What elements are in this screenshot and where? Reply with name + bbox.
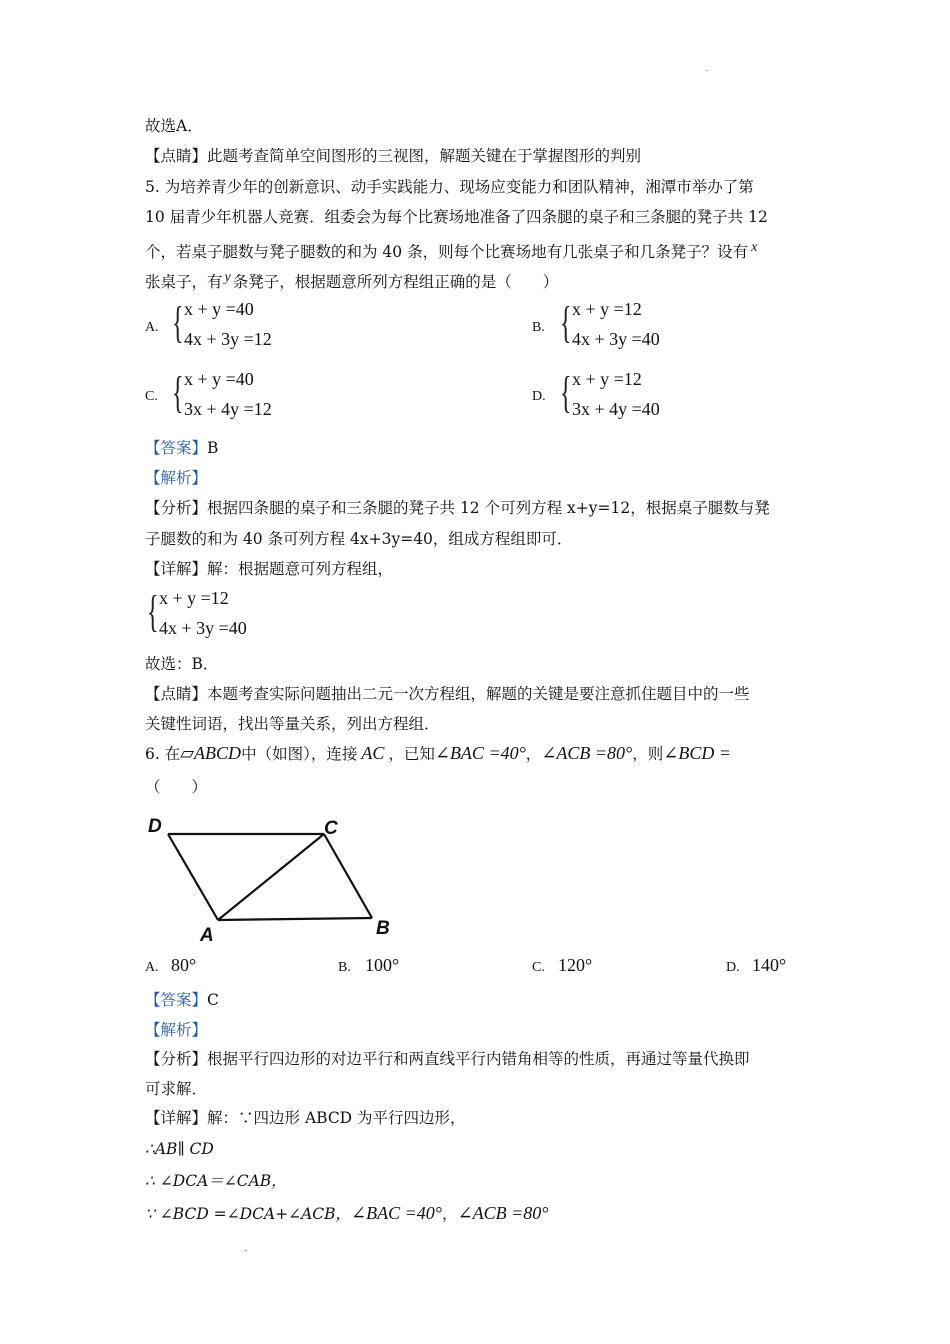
answer-line: 【答案】B xyxy=(145,439,219,457)
edge-ba xyxy=(218,918,372,920)
option-label: B. xyxy=(338,960,351,975)
equation-system: { x + y =40 4x + 3y =12 xyxy=(172,298,272,349)
diagonal-ac xyxy=(218,834,324,920)
analysis-heading: 【解析】 xyxy=(145,1021,208,1039)
solution-equation-system: { x + y =12 4x + 3y =40 xyxy=(147,587,247,638)
corner-mark xyxy=(706,70,708,71)
text-line: 【点睛】此题考查简单空间图形的三视图，解题关键在于掌握图形的判别 xyxy=(145,147,642,165)
proof-step: ∴AB∥ CD xyxy=(145,1140,214,1158)
option-label: A. xyxy=(145,960,159,975)
proof-step: ∵ ∠BCD =∠DCA+∠ACB，∠BAC =40°，∠ACB =80° xyxy=(145,1203,549,1223)
proof-step: ∴ ∠DCA＝∠CAB， xyxy=(145,1172,287,1190)
equation-system: { x + y =40 3x + 4y =12 xyxy=(172,368,272,419)
question-5-text: 个，若桌子腿数与凳子腿数的和为 40 条，则每个比赛场地有几张桌子和几条凳子？设有 x xyxy=(145,240,758,261)
edge-ad xyxy=(168,834,218,920)
question-6-blank: （ ） xyxy=(145,778,208,796)
vertex-label-b: B xyxy=(376,918,390,939)
option-label: C. xyxy=(145,389,158,404)
question-6-text: 6. 在▱ABCD中（如图），连接 AC ，已知∠BAC =40°，∠ACB =80°，则∠BCD = xyxy=(145,743,731,763)
option-label: A. xyxy=(145,320,159,335)
option-label: C. xyxy=(532,960,545,975)
vertex-label-d: D xyxy=(148,816,162,837)
analysis-text: 可求解． xyxy=(145,1080,208,1098)
detail-text: 【详解】解：根据题意可列方程组， xyxy=(145,560,394,578)
question-5-text: 10 届青少年机器人竞赛．组委会为每个比赛场地准备了四条腿的桌子和三条腿的凳子共 12 xyxy=(145,208,768,226)
comment-text: 【点睛】本题考查实际问题抽出二元一次方程组，解题的关键是要注意抓住题目中的一些 xyxy=(145,685,750,703)
option-value: 80° xyxy=(171,955,197,975)
question-5-text: 5. 为培养青少年的创新意识、动手实践能力、现场应变能力和团队精神，湘潭市举办了第 xyxy=(145,178,754,196)
edge-cb xyxy=(324,834,372,918)
detail-text: 【详解】解：∵四边形 ABCD 为平行四边形， xyxy=(145,1109,466,1127)
text-line: 故选A． xyxy=(145,117,203,135)
option-label: D. xyxy=(532,389,546,404)
parallelogram-figure xyxy=(140,808,400,948)
footer-mark xyxy=(245,1250,247,1251)
analysis-text: 【分析】根据平行四边形的对边平行和两直线平行内错角相等的性质，再通过等量代换即 xyxy=(145,1050,750,1068)
comment-text: 关键性词语，找出等量关系，列出方程组． xyxy=(145,715,440,733)
analysis-heading: 【解析】 xyxy=(145,469,208,487)
vertex-label-a: A xyxy=(200,925,214,946)
option-label: D. xyxy=(726,960,740,975)
vertex-label-c: C xyxy=(324,818,338,839)
choice-line: 故选：B． xyxy=(145,655,219,673)
equation-system: { x + y =12 4x + 3y =40 xyxy=(560,298,660,349)
option-value: 100° xyxy=(365,955,400,975)
option-label: B. xyxy=(532,320,545,335)
answer-line: 【答案】C xyxy=(145,991,219,1009)
analysis-text: 【分析】根据四条腿的桌子和三条腿的凳子共 12 个可列方程 x+y=12，根据桌子腿数与凳 xyxy=(145,499,770,517)
analysis-text: 子腿数的和为 40 条可列方程 4x+3y=40，组成方程组即可． xyxy=(145,530,573,548)
option-value: 140° xyxy=(752,955,787,975)
option-value: 120° xyxy=(558,955,593,975)
question-5-text: 张桌子，有 y 条凳子，根据题意所列方程组正确的是（ ） xyxy=(145,270,559,291)
equation-system: { x + y =12 3x + 4y =40 xyxy=(560,368,660,419)
